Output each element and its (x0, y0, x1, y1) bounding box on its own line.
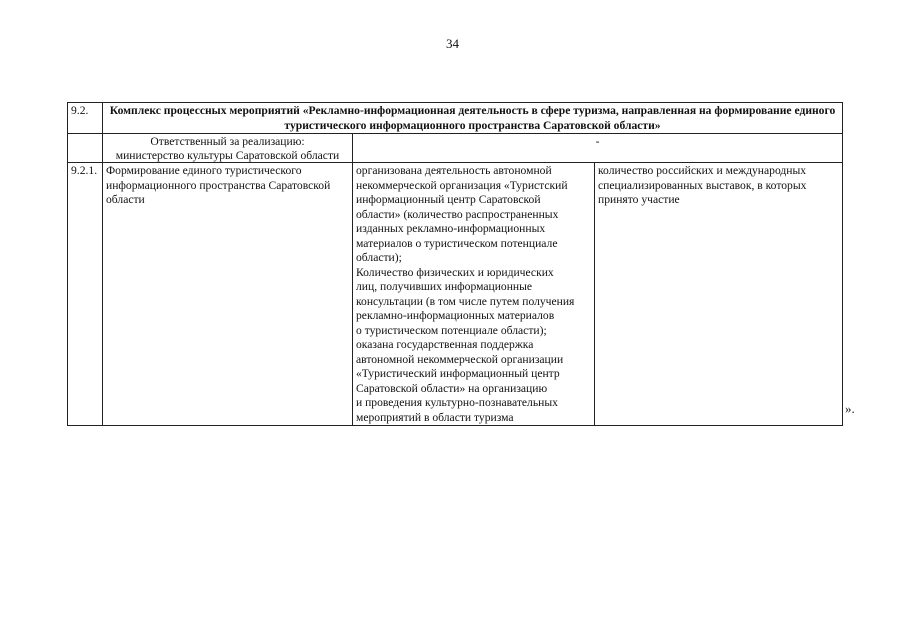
empty-cell (68, 134, 103, 163)
activities-table (67, 102, 843, 426)
closing-quote: ». (845, 401, 855, 416)
responsible-row (68, 134, 843, 163)
row-indicator: количество российских и международных специализированных выставок, в которых принято участие (595, 163, 843, 426)
row-number: 9.2.1. (68, 163, 103, 426)
section-number: 9.2. (68, 103, 103, 134)
row-task: Формирование единого туристического информационного пространства Саратовской области (103, 163, 353, 426)
section-header-row (68, 103, 843, 134)
page-number: 34 (446, 36, 459, 51)
table-row (68, 163, 843, 426)
section-title: Комплекс процессных мероприятий «Рекламно-информационная деятельность в сфере туризма, направленная на формирование единого туристического информационного пространства Саратовской области» (103, 103, 843, 134)
responsible-label: Ответственный за реализацию: министерство культуры Саратовской области (103, 134, 353, 163)
responsible-dash: - (353, 134, 843, 163)
row-description: организована деятельность автономной некоммерческой организация «Туристский информационный центр Саратовской области» (количество распространенных изданных рекламно-информационных материалов о туристическом потенциале области); Количество физических и юридических лиц, получивших информационные консультации (в том числе путем получения рекламно-информационных материалов о туристическом потенциале области); оказана государственная поддержка автономной некоммерческой организации «Туристический информационный центр Саратовской области» на организацию и проведения культурно-познавательных мероприятий в области туризма (353, 163, 595, 426)
